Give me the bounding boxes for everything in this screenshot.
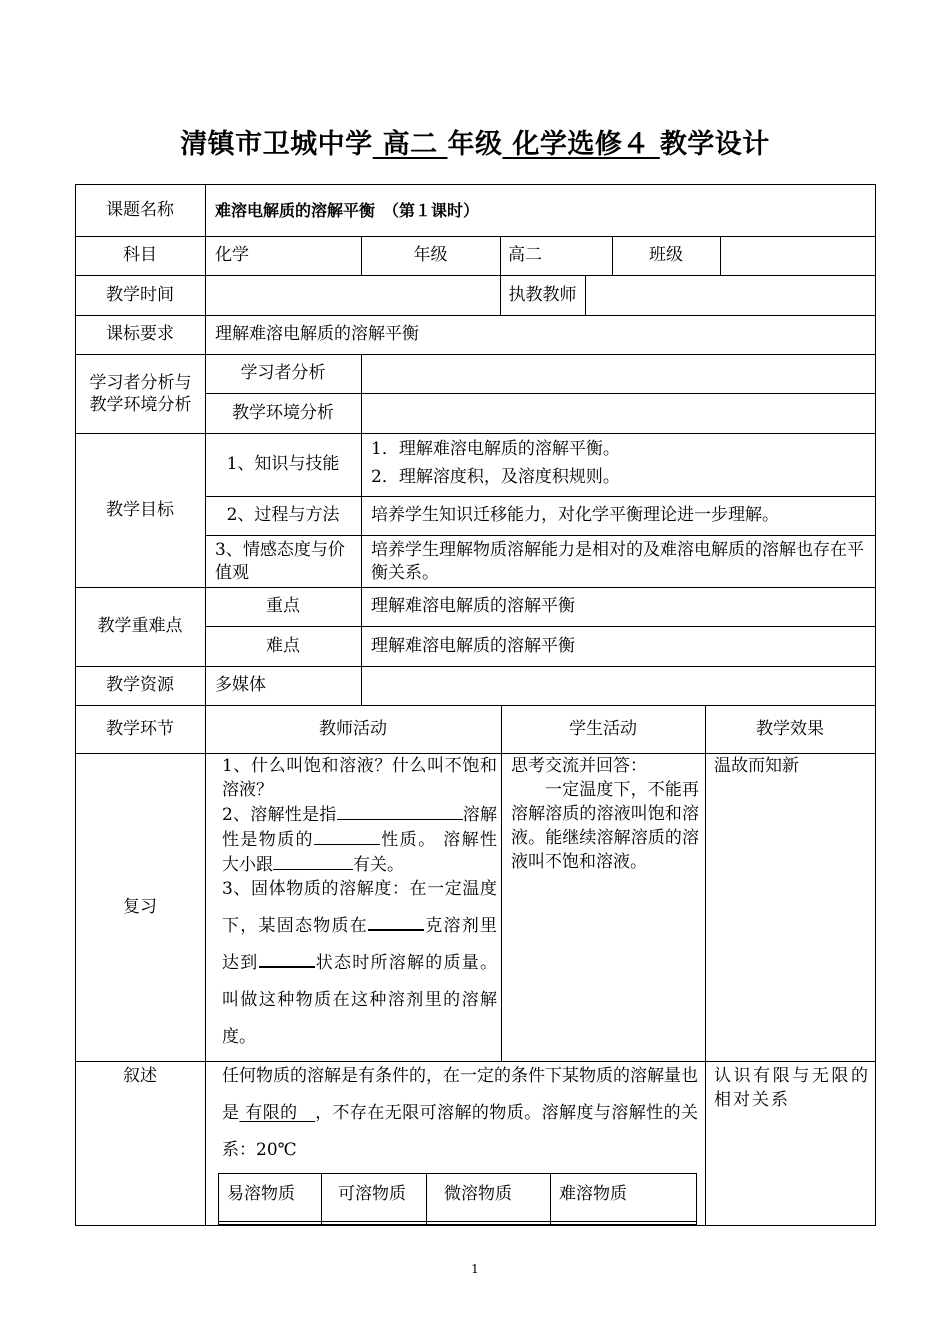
header-student: 学生活动 <box>569 718 637 739</box>
narrate-blank: 有限的 <box>245 1103 298 1123</box>
standard-value: 理解难溶电解质的溶解平衡 <box>215 324 419 344</box>
blank-4 <box>368 912 424 931</box>
review-teacher <box>222 754 497 1060</box>
learner-label: 学习者分析 <box>240 363 326 383</box>
grade-suffix: 年级 <box>447 129 503 160</box>
resource-label: 教学资源 <box>106 675 174 695</box>
goal1-line1: 1．理解难溶电解质的溶解平衡。 <box>371 439 620 459</box>
time-label: 教学时间 <box>106 284 174 305</box>
goal3-value: 培养学生理解物质溶解能力是相对的及难溶电解质的溶解也存在平衡关系。 <box>371 540 864 583</box>
header-teacher: 教师活动 <box>319 718 387 739</box>
subject-title: 化学选修４ <box>512 129 650 160</box>
page-title <box>0 122 950 161</box>
sub-header-soluble: 可溶物质 <box>338 1184 406 1204</box>
class-value <box>720 236 875 275</box>
resource-value: 多媒体 <box>215 675 266 695</box>
env-value <box>361 393 875 433</box>
design-suffix: 教学设计 <box>659 129 770 160</box>
class-label: 班级 <box>649 245 683 265</box>
review-q1: 1、什么叫饱和溶液？什么叫不饱和溶液？ <box>222 756 497 800</box>
grade-title: 高二 <box>382 129 438 160</box>
grade-value: 高二 <box>508 245 542 265</box>
narrate-teacher: 任何物质的溶解是有条件的，在一定的条件下某物质的溶解量也是 有限的 ，不存在无限可溶解的物质。溶解度与溶解性的关系：20℃ <box>222 1066 699 1160</box>
sub-header-insoluble: 难溶物质 <box>559 1184 627 1204</box>
time-value <box>205 275 500 315</box>
sub-header-slight: 微溶物质 <box>444 1184 512 1204</box>
header-effect: 教学效果 <box>756 718 824 739</box>
sub-header-easy: 易溶物质 <box>227 1184 295 1204</box>
student-line1: 思考交流并回答： <box>511 756 647 776</box>
subject-value: 化学 <box>215 245 249 265</box>
subject-label: 科目 <box>123 245 157 265</box>
narrate-label: 叙述 <box>123 1066 157 1086</box>
page-number: 1 <box>471 1262 479 1276</box>
header-stage: 教学环节 <box>106 718 174 739</box>
learner-value <box>361 354 875 393</box>
review-q3: 3、固体物质的溶解度：在一定温度下，某固态物质在 克溶剂里达到 状态时所溶解的质量。叫做这种物质在这种溶剂里的溶解度。 <box>222 879 497 1047</box>
goal2-value: 培养学生知识迁移能力，对化学平衡理论进一步理解。 <box>371 505 779 525</box>
student-line2: 一定温度下，不能再溶解溶质的溶液叫饱和溶液。能继续溶解溶质的溶液叫不饱和溶液。 <box>511 780 699 872</box>
teacher-value <box>585 275 875 315</box>
review-student <box>511 754 699 1060</box>
review-q2: 2、溶解性是指 溶解性是物质的 性质。 溶解性大小跟 有关。 <box>222 802 497 877</box>
difficult-label: 难点 <box>266 635 300 656</box>
keypoints-label: 教学重难点 <box>97 616 183 636</box>
blank-3 <box>273 852 353 870</box>
difficult-value: 理解难溶电解质的溶解平衡 <box>371 635 575 656</box>
teacher-label: 执教教师 <box>508 284 577 305</box>
standard-label: 课标要求 <box>106 324 174 344</box>
grade-label: 年级 <box>413 245 448 265</box>
topic-label: 课题名称 <box>106 199 174 220</box>
review-effect: 温故而知新 <box>714 756 799 776</box>
key-label: 重点 <box>266 596 300 616</box>
goal1-value <box>361 433 875 496</box>
analysis-label: 学习者分析与教学环境分析 <box>89 372 192 415</box>
topic-value: 难溶电解质的溶解平衡 （第１课时） <box>215 200 480 220</box>
blank-2 <box>314 827 380 845</box>
review-label: 复习 <box>123 896 157 917</box>
narrate-effect: 认识有限与无限的相对关系 <box>714 1066 870 1110</box>
goals-label: 教学目标 <box>106 499 174 520</box>
blank-1 <box>337 802 463 820</box>
goal1-label: 1、知识与技能 <box>226 454 340 474</box>
goal2-label: 2、过程与方法 <box>226 505 340 525</box>
env-label: 教学环境分析 <box>232 402 334 423</box>
goal3-label: 3、情感态度与价值观 <box>215 540 345 583</box>
blank-5 <box>259 949 315 968</box>
key-value: 理解难溶电解质的溶解平衡 <box>371 596 575 616</box>
school-name: 清镇市卫城中学 <box>180 129 373 160</box>
goal1-line2: 2．理解溶度积，及溶度积规则。 <box>371 467 620 487</box>
